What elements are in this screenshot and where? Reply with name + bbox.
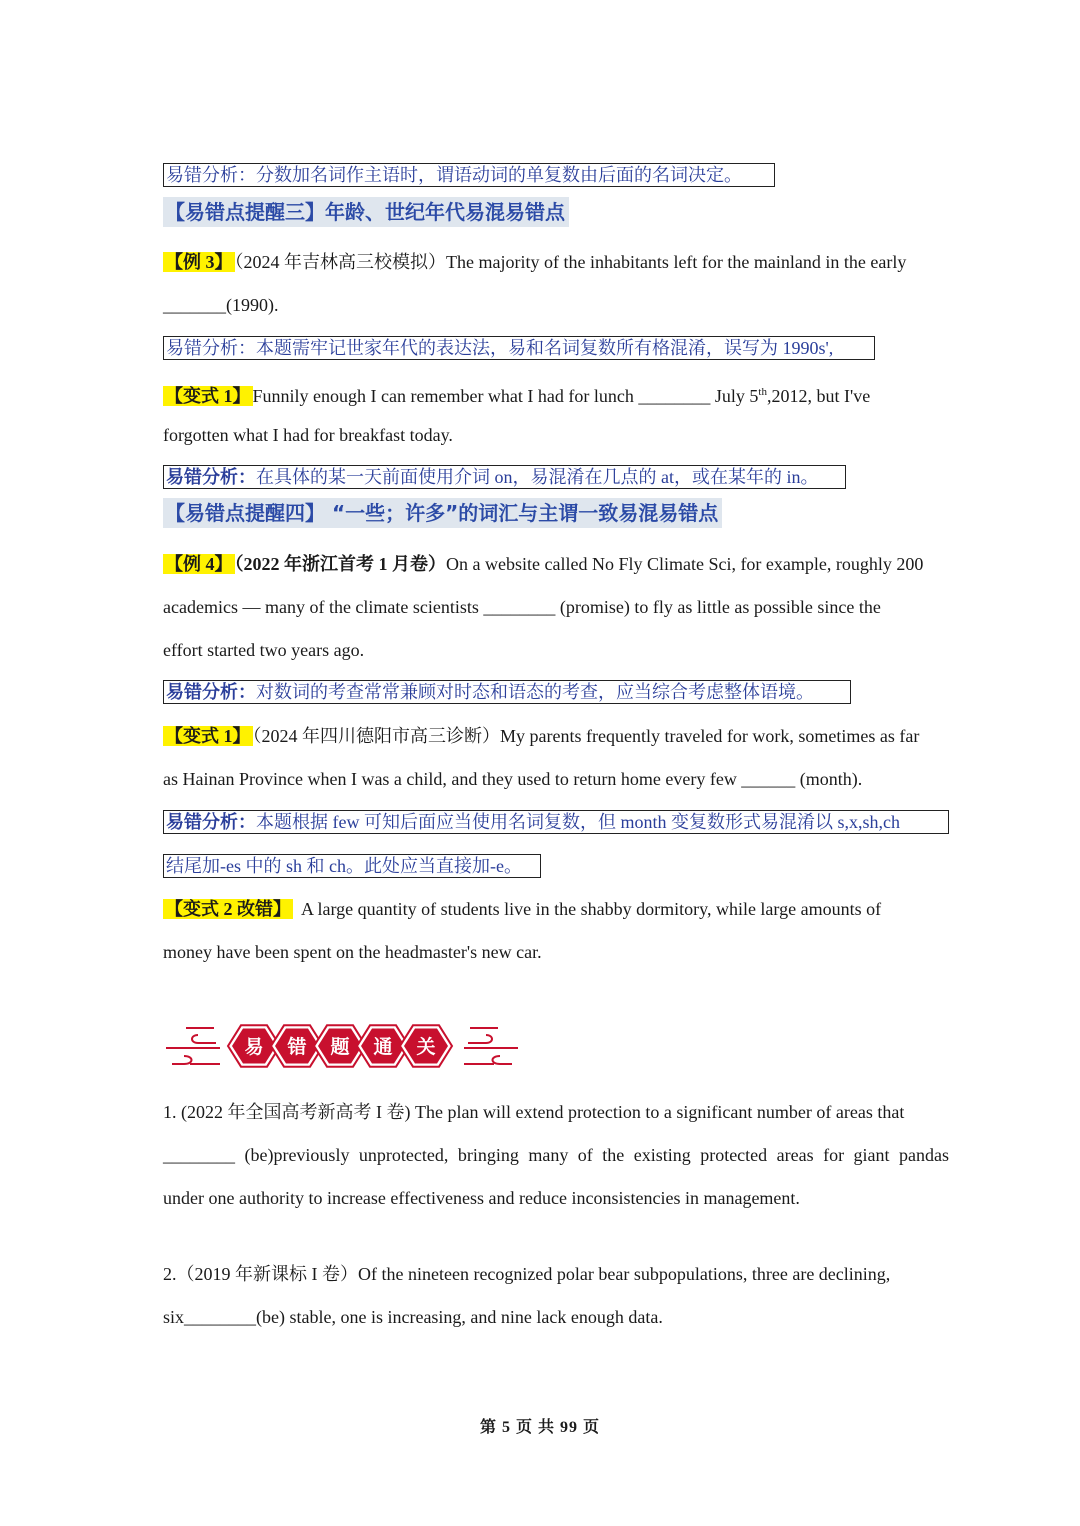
banner-char: 题 [330,1036,350,1058]
analysis-label: 易错分析： [166,682,256,702]
banner-char: 错 [287,1036,307,1058]
variant-tag: 【变式 1】 [165,386,251,406]
example-4 [163,549,949,665]
analysis-box-5a [163,810,949,834]
section-heading-3: 【易错点提醒三】年龄、世纪年代易混易错点 [163,197,569,227]
question-2-line-2: six________(be) stable, one is increasing, and nine lack enough data. [163,1307,663,1327]
variant-1b-line-2: as Hainan Province when I was a child, and they used to return home every few ______ (month). [163,769,863,789]
variant-1-line-2: forgotten what I had for breakfast today. [163,425,453,445]
example-3-line-2: _______(1990). [163,295,279,315]
variant-tag: 【变式 1】 [165,726,251,746]
analysis-text: 易错分析：分数加名词作主语时，谓语动词的单复数由后面的名词决定。 [166,165,742,185]
variant-2-line-1 [163,894,949,924]
analysis-box-5b [163,854,541,878]
example-3-text: （2024 年吉林高三校模拟）The majority of the inhabitants left for the mainland in the early [234,252,907,272]
example-4-line-1 [163,549,949,579]
variant-1 [163,377,949,450]
variant-1b-line-1 [163,721,949,751]
right-ornament-icon [464,1028,518,1064]
banner-char: 易 [244,1036,264,1058]
question-1-line-3: under one authority to increase effectiveness and reduce inconsistencies in management. [163,1188,800,1208]
question-1 [163,1097,949,1213]
section-heading-4: 【易错点提醒四】 “一些；许多”的词汇与主谓一致易混易错点 [163,498,722,528]
example-source: （2022 年浙江首考 1 月卷） [234,554,446,574]
question-1-line-1: 1. (2022 年全国高考新高考 I 卷) The plan will extend protection to a significant number of areas that [163,1102,905,1122]
question-2-line-1: 2.（2019 年新课标 I 卷）Of the nineteen recognized polar bear subpopulations, three are declining, [163,1264,891,1284]
banner-char: 通 [373,1036,393,1058]
variant-1-line-1 [163,377,949,407]
analysis-text: 对数词的考查常常兼顾对时态和语态的考查，应当综合考虑整体语境。 [256,682,814,702]
example-4-text: On a website called No Fly Climate Sci, for example, roughly 200 [446,554,924,574]
banner-graphic [164,1018,520,1074]
variant-tag: 【变式 2 改错】 [165,899,291,919]
left-ornament-icon [166,1028,220,1064]
banner-char: 关 [416,1036,436,1058]
variant-2 [163,894,949,967]
example-tag: 【例 3】 [165,252,233,272]
variant-1b [163,721,949,794]
example-3-line-1 [163,247,949,277]
analysis-text: 本题根据 few 可知后面应当使用名词复数，但 month 变复数形式易混淆以 s,x,sh,ch [256,812,900,832]
analysis-label: 易错分析： [166,812,256,832]
question-1-line-2: ________ (be)previously unprotected, bringing many of the existing protected areas for giant pandas [163,1145,949,1165]
example-3 [163,247,949,320]
analysis-box-3 [163,465,846,489]
analysis-text: 在具体的某一天前面使用介词 on，易混淆在几点的 at，或在某年的 in。 [256,467,819,487]
example-4-line-3: effort started two years ago. [163,640,365,660]
section-banner [164,1018,520,1074]
analysis-box-1 [163,163,775,187]
page-footer: 第 5 页 共 99 页 [479,1419,600,1436]
example-4-line-2: academics — many of the climate scientists ________ (promise) to fly as little as possible since the [163,597,881,617]
variant-2-line-2: money have been spent on the headmaster's new car. [163,942,542,962]
variant-1-text: Funnily enough I can remember what I had for lunch ________ July 5th,2012, but I've [252,386,871,406]
question-2 [163,1259,949,1332]
variant-2-text: A large quantity of students live in the shabby dormitory, while large amounts of [301,899,882,919]
analysis-text: 结尾加-es 中的 sh 和 ch。此处应当直接加-e。 [166,856,522,876]
analysis-text: 易错分析：本题需牢记世家年代的表达法，易和名词复数所有格混淆，误写为 1990s', [166,338,834,358]
variant-1b-text: （2024 年四川德阳市高三诊断）My parents frequently traveled for work, sometimes as far [252,726,920,746]
analysis-box-4 [163,680,851,704]
example-tag: 【例 4】 [165,554,233,574]
analysis-label: 易错分析： [166,467,256,487]
analysis-box-2 [163,336,875,360]
